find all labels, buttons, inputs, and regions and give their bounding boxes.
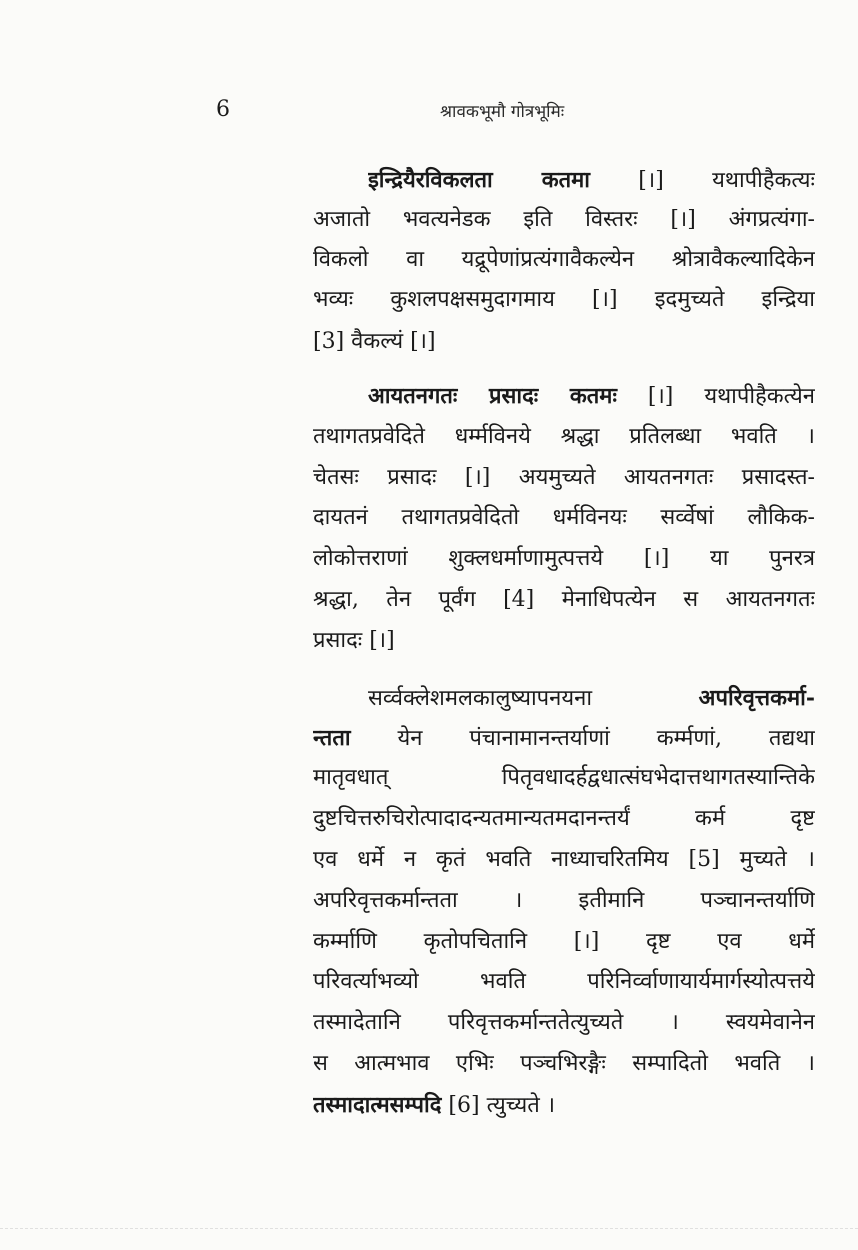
- text-line: [313, 840, 815, 880]
- line-text: परिवर्त्याभव्यो भवति परिनिर्व्वाणायार्यमार्गस्योत्पत्तये: [313, 969, 815, 994]
- bold-term: इन्द्रियैरविकलता कतमा: [368, 167, 590, 193]
- line-text: [3] वैकल्यं [।]: [313, 329, 436, 354]
- line-text: प्रसादः [।]: [313, 628, 395, 653]
- line-text: [6] त्युच्यते ।: [441, 1093, 556, 1118]
- line-text: दायतनं तथागतप्रवेदितो धर्मविनयः सर्व्वेषां लौकिक-: [313, 505, 815, 530]
- line-text: लोकोत्तराणां शुक्लधर्माणामुत्पत्तये [।] या पुनरत्र: [313, 546, 815, 571]
- text-line: [313, 962, 815, 1002]
- bold-term: तस्मादात्मसम्पदि: [313, 1092, 442, 1118]
- line-text: कर्म्माणि कृतोपचितानि [।] दृष्ट एव धर्मे: [313, 929, 815, 954]
- text-line: [368, 376, 815, 416]
- line-text: भव्यः कुशलपक्षसमुदागमाय [।] इदमुच्यते इन्द्रिया: [313, 287, 815, 312]
- text-line: [313, 881, 815, 921]
- text-line: [313, 1044, 815, 1084]
- line-text: स आत्मभाव एभिः पञ्चभिरङ्गैः सम्पादितो भवति ।: [313, 1051, 815, 1076]
- line-text: तस्मादेतानि परिवृत्तकर्मान्ततेत्युच्यते । स्वयमेवानेन: [313, 1010, 815, 1035]
- line-text: एव धर्मे न कृतं भवति नाध्याचरितमिय [5] मुच्यते ।: [313, 847, 815, 872]
- text-line: [313, 498, 815, 538]
- text-line: [313, 280, 815, 320]
- line-text: श्रद्धा, तेन पूर्वंग [4] मेनाधिपत्येन स आयतनगतः: [313, 587, 815, 612]
- text-line: [313, 758, 815, 798]
- text-line: [313, 240, 815, 280]
- line-text: मातृवधात् पितृवधादर्हद्वधात्संघभेदात्तथागतस्यान्तिके: [313, 765, 815, 790]
- text-line: [313, 417, 815, 457]
- line-text: सर्व्वक्लेशमलकालुष्यापनयना: [368, 686, 699, 711]
- line-text: चेतसः प्रसादः [।] अयमुच्यते आयतनगतः प्रसादस्त-: [313, 465, 815, 490]
- text-line: [368, 160, 815, 200]
- line-text: अपरिवृत्तकर्मान्तता । इतीमानि पञ्चानन्तर्याणि: [313, 888, 815, 913]
- line-text: येन पंचानामानन्तर्याणां कर्म्मणां, तद्यथा: [350, 726, 815, 751]
- line-text: तथागतप्रवेदिते धर्म्मविनये श्रद्धा प्रतिलब्धा भवति ।: [313, 424, 815, 449]
- text-line: [368, 678, 815, 718]
- page-number: 6: [216, 97, 230, 122]
- line-text: [।] यथापीहैकत्यः: [590, 168, 815, 193]
- text-line: [313, 718, 815, 758]
- text-line: [313, 580, 815, 620]
- line-text: विकलो वा यद्रूपेणांप्रत्यंगावैकल्येन श्रोत्रावैकल्यादिकेन: [313, 247, 815, 272]
- line-text: [।] यथापीहैकत्येन: [616, 384, 815, 409]
- text-line: [313, 621, 815, 661]
- text-line: [313, 458, 815, 498]
- line-text: दुष्टचित्तरुचिरोत्पादादन्यतमान्यतमदानन्तर्यं कर्म दृष्ट: [313, 806, 815, 831]
- text-line: [313, 1085, 815, 1125]
- running-title: श्रावकभूमौ गोत्रभूमिः: [440, 102, 565, 122]
- line-text: अजातो भवत्यनेडक इति विस्तरः [।] अंगप्रत्यंगा-: [313, 207, 815, 232]
- text-line: [313, 322, 815, 362]
- bold-term: आयतनगतः प्रसादः कतमः: [368, 383, 617, 409]
- text-line: [313, 799, 815, 839]
- text-line: [313, 200, 815, 240]
- scan-edge-divider: [0, 1228, 858, 1235]
- text-line: [313, 1003, 815, 1043]
- text-line: [313, 539, 815, 579]
- bold-term: अपरिवृत्तकर्मा-: [698, 685, 815, 711]
- text-line: [313, 922, 815, 962]
- bold-term: न्तता: [313, 725, 351, 751]
